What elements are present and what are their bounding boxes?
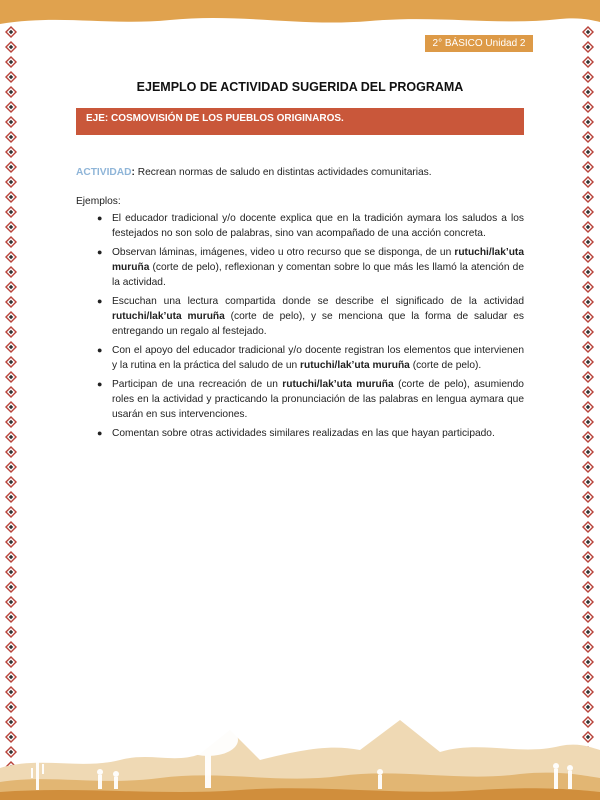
diamond-motif [582,101,594,113]
diamond-motif [5,56,17,68]
example-text: Comentan sobre otras actividades similares realizadas en las que hayan participado. [112,428,495,439]
diamond-motif [582,266,594,278]
actividad-label: ACTIVIDAD [76,167,132,178]
actividad-separator: : [131,167,135,178]
diamond-motif [5,581,17,593]
diamond-motif [582,161,594,173]
diamond-motif [582,371,594,383]
diamond-motif [582,536,594,548]
person-silhouette [553,763,559,769]
diamond-motif [582,431,594,443]
bullet-icon: ● [97,345,103,355]
diamond-motif [582,551,594,563]
example-text: Observan láminas, imágenes, video u otro recurso que se disponga, de un [112,247,455,258]
example-item [76,211,524,241]
diamond-motif [582,116,594,128]
person-silhouette [377,769,383,775]
diamond-motif [5,236,17,248]
example-term: rutuchi/lak’uta muruña [112,247,524,273]
person-silhouette [554,769,558,789]
diamond-motif [582,311,594,323]
diamond-motif [582,401,594,413]
diamond-motif [5,341,17,353]
ejemplos-label: Ejemplos: [76,196,121,207]
diamond-motif [5,671,17,683]
diamond-motif [5,41,17,53]
diamond-motif [5,551,17,563]
diamond-motif [582,416,594,428]
example-term: rutuchi/lak’uta muruña [112,311,225,322]
diamond-motif [5,146,17,158]
tree-crown-silhouette [178,724,238,756]
bullet-icon: ● [97,428,103,438]
diamond-motif [5,461,17,473]
right-border-pattern [581,26,595,771]
person-silhouette [97,769,103,775]
diamond-motif [582,221,594,233]
example-text: El educador tradicional y/o docente explica que en la tradición aymara los saludos a los festejados no son solo de palabras, sino van acompañado de una acción concreta. [112,213,524,239]
diamond-motif [5,536,17,548]
diamond-motif [5,251,17,263]
diamond-motif [582,341,594,353]
diamond-motif [5,206,17,218]
diamond-motif [5,431,17,443]
person-silhouette [113,771,119,777]
diamond-motif [5,101,17,113]
diamond-motif [5,491,17,503]
person-silhouette [114,777,118,789]
example-text: (corte de pelo), y se menciona que la forma de saludar es entregando un regalo al festejado. [112,311,524,337]
example-item [76,343,524,373]
bullet-icon: ● [97,213,103,223]
diamond-motif [5,611,17,623]
example-item [76,426,524,441]
diamond-motif [582,386,594,398]
diamond-motif [582,326,594,338]
cactus-arm-silhouette [42,764,44,774]
example-text: (corte de pelo), asumiendo roles en la actividad y practicando la pronunciación de las palabras en lengua aymara que usarán en sus intervenciones. [112,379,524,420]
diamond-motif [582,251,594,263]
diamond-motif [582,566,594,578]
diamond-motif [5,281,17,293]
diamond-motif [582,476,594,488]
bullet-icon: ● [97,247,103,257]
diamond-motif [5,26,17,38]
diamond-motif [5,356,17,368]
diamond-motif [5,446,17,458]
diamond-motif [5,371,17,383]
diamond-motif [5,656,17,668]
diamond-motif [582,611,594,623]
diamond-motif [5,266,17,278]
example-text: (corte de pelo). [409,360,482,371]
diamond-motif [582,656,594,668]
example-text: Participan de una recreación de un [112,379,283,390]
examples-list [76,211,524,445]
diamond-motif [5,161,17,173]
diamond-motif [5,191,17,203]
diamond-motif [5,311,17,323]
bottom-landscape-decoration [0,690,600,800]
diamond-motif [582,356,594,368]
diamond-motif [5,626,17,638]
diamond-motif [582,641,594,653]
diamond-motif [582,596,594,608]
diamond-motif [582,296,594,308]
diamond-motif [5,596,17,608]
diamond-motif [5,506,17,518]
diamond-motif [5,296,17,308]
bullet-icon: ● [97,379,103,389]
example-term: rutuchi/lak’uta muruña [282,379,394,390]
example-text: Con el apoyo del educador tradicional y/o docente registran los elementos que intervienen y la rutina en la práctica del saludo de un [112,345,524,371]
diamond-motif [582,191,594,203]
banner-wave-decoration [0,0,600,26]
example-term: rutuchi/lak’uta muruña [300,360,410,371]
person-silhouette [568,771,572,789]
diamond-motif [582,281,594,293]
bullet-icon: ● [97,296,103,306]
diamond-motif [582,506,594,518]
diamond-motif [582,521,594,533]
bird-silhouettes [300,728,330,738]
diamond-motif [582,671,594,683]
diamond-motif [5,116,17,128]
diamond-motif [5,521,17,533]
diamond-motif [582,131,594,143]
diamond-motif [5,386,17,398]
person-silhouette [567,765,573,771]
person-silhouette [378,775,382,789]
diamond-motif [582,146,594,158]
diamond-motif [5,401,17,413]
top-banner [0,0,600,24]
diamond-motif [582,491,594,503]
example-item [76,377,524,422]
diamond-motif [582,41,594,53]
actividad-line [76,167,526,178]
diamond-motif [5,176,17,188]
diamond-motif [582,461,594,473]
eje-bar: EJE: COSMOVISIÓN DE LOS PUEBLOS ORIGINAROS. [76,108,524,135]
document-title: EJEMPLO DE ACTIVIDAD SUGERIDA DEL PROGRAMA [136,80,464,94]
person-silhouette [98,775,102,789]
diamond-motif [582,446,594,458]
diamond-motif [582,236,594,248]
diamond-motif [582,626,594,638]
diamond-motif [5,566,17,578]
right-pattern-svg [581,26,595,771]
left-pattern-svg [4,26,18,771]
cactus-silhouette [36,760,39,790]
unit-badge: 2° BÁSICO Unidad 2 [425,35,533,52]
diamond-motif [5,416,17,428]
diamond-motif [582,26,594,38]
diamond-motif [582,56,594,68]
cactus-arm-silhouette [31,768,33,778]
diamond-motif [5,476,17,488]
left-border-pattern [4,26,18,771]
diamond-motif [582,176,594,188]
example-text: Escuchan una lectura compartida donde se describe el significado de la actividad [112,296,524,307]
diamond-motif [5,326,17,338]
example-item [76,245,524,290]
diamond-motif [582,581,594,593]
example-text: (corte de pelo), reflexionan y comentan sobre lo que más les llamó la atención de la actividad. [112,262,524,288]
diamond-motif [5,641,17,653]
diamond-motif [5,131,17,143]
diamond-motif [5,221,17,233]
example-item [76,294,524,339]
diamond-motif [582,206,594,218]
actividad-text: Recrean normas de saludo en distintas actividades comunitarias. [134,167,432,178]
